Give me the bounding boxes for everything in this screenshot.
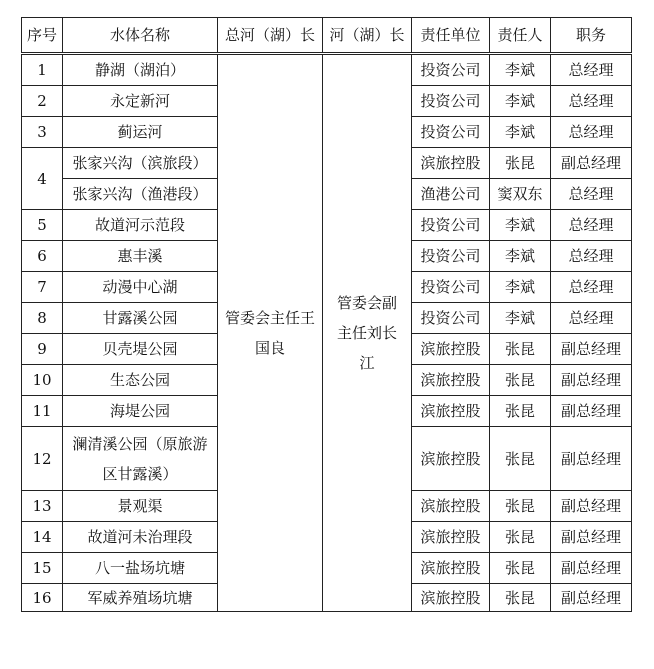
row-unit: 投资公司: [412, 272, 490, 303]
row-index: 6: [22, 241, 63, 272]
row-position: 副总经理: [551, 491, 632, 522]
river-chief-table: [21, 17, 632, 612]
header-person: 责任人: [490, 18, 551, 54]
table-row: [22, 54, 632, 86]
row-name: 海堤公园: [63, 396, 218, 427]
row-index: 2: [22, 86, 63, 117]
row-index: 10: [22, 365, 63, 396]
row-index: 11: [22, 396, 63, 427]
row-unit: 滨旅控股: [412, 491, 490, 522]
row-name: 甘露溪公园: [63, 303, 218, 334]
row-person: 张昆: [490, 491, 551, 522]
header-row: [22, 18, 632, 54]
row-name: 军威养殖场坑塘: [63, 584, 218, 612]
row-position: 副总经理: [551, 396, 632, 427]
row-name: 蓟运河: [63, 117, 218, 148]
row-index: 14: [22, 522, 63, 553]
row-unit: 投资公司: [412, 241, 490, 272]
row-name: 八一盐场坑塘: [63, 553, 218, 584]
row-person: 李斌: [490, 54, 551, 86]
row-person: 李斌: [490, 303, 551, 334]
row-person: 李斌: [490, 210, 551, 241]
row-person: 李斌: [490, 86, 551, 117]
row-person: 李斌: [490, 272, 551, 303]
row-person: 李斌: [490, 117, 551, 148]
row-position: 副总经理: [551, 553, 632, 584]
row-index: 13: [22, 491, 63, 522]
row-name: 静湖（湖泊）: [63, 54, 218, 86]
row-index: 7: [22, 272, 63, 303]
row-position: 总经理: [551, 303, 632, 334]
row-position: 总经理: [551, 272, 632, 303]
row-person: 李斌: [490, 241, 551, 272]
row-name: 故道河未治理段: [63, 522, 218, 553]
row-name: 故道河示范段: [63, 210, 218, 241]
row-position: 副总经理: [551, 427, 632, 491]
row-name: 贝壳堤公园: [63, 334, 218, 365]
row-unit: 投资公司: [412, 117, 490, 148]
row-index: 5: [22, 210, 63, 241]
row-position: 副总经理: [551, 334, 632, 365]
chief-cell: 管委会副主任刘长江: [323, 54, 412, 612]
row-name: 景观渠: [63, 491, 218, 522]
row-position: 总经理: [551, 241, 632, 272]
row-name: 动漫中心湖: [63, 272, 218, 303]
row-position: 总经理: [551, 179, 632, 210]
row-person: 张昆: [490, 396, 551, 427]
row-position: 副总经理: [551, 148, 632, 179]
row-unit: 滨旅控股: [412, 365, 490, 396]
row-person: 窦双东: [490, 179, 551, 210]
row-unit: 投资公司: [412, 303, 490, 334]
header-unit: 责任单位: [412, 18, 490, 54]
row-position: 副总经理: [551, 584, 632, 612]
header-water-body: 水体名称: [63, 18, 218, 54]
row-index: 12: [22, 427, 63, 491]
row-position: 副总经理: [551, 522, 632, 553]
row-position: 总经理: [551, 210, 632, 241]
row-position: 总经理: [551, 54, 632, 86]
header-chief-general: 总河（湖）长: [218, 18, 323, 54]
row-unit: 滨旅控股: [412, 584, 490, 612]
row-person: 张昆: [490, 553, 551, 584]
row-unit: 滨旅控股: [412, 334, 490, 365]
row-name: 永定新河: [63, 86, 218, 117]
row-unit: 滨旅控股: [412, 148, 490, 179]
document-page: [21, 17, 632, 612]
row-index: 8: [22, 303, 63, 334]
row-unit: 投资公司: [412, 54, 490, 86]
row-person: 张昆: [490, 365, 551, 396]
row-unit: 滨旅控股: [412, 427, 490, 491]
row-unit: 滨旅控股: [412, 396, 490, 427]
row-name: 张家兴沟（滨旅段）: [63, 148, 218, 179]
row-unit: 滨旅控股: [412, 522, 490, 553]
row-index: 9: [22, 334, 63, 365]
row-person: 张昆: [490, 334, 551, 365]
row-name: 张家兴沟（渔港段）: [63, 179, 218, 210]
row-name: 生态公园: [63, 365, 218, 396]
row-position: 副总经理: [551, 365, 632, 396]
row-unit: 渔港公司: [412, 179, 490, 210]
row-unit: 投资公司: [412, 210, 490, 241]
row-index: 16: [22, 584, 63, 612]
row-index: 1: [22, 54, 63, 86]
row-person: 张昆: [490, 522, 551, 553]
row-name: 惠丰溪: [63, 241, 218, 272]
row-index: 15: [22, 553, 63, 584]
row-person: 张昆: [490, 427, 551, 491]
row-person: 张昆: [490, 148, 551, 179]
row-name: 澜清溪公园（原旅游区甘露溪）: [63, 427, 218, 491]
chief-general-cell: 管委会主任王国良: [218, 54, 323, 612]
header-index: 序号: [22, 18, 63, 54]
row-index: 4: [22, 148, 63, 210]
row-index: 3: [22, 117, 63, 148]
row-unit: 滨旅控股: [412, 553, 490, 584]
row-unit: 投资公司: [412, 86, 490, 117]
row-position: 总经理: [551, 86, 632, 117]
header-position: 职务: [551, 18, 632, 54]
row-position: 总经理: [551, 117, 632, 148]
row-person: 张昆: [490, 584, 551, 612]
header-chief: 河（湖）长: [323, 18, 412, 54]
